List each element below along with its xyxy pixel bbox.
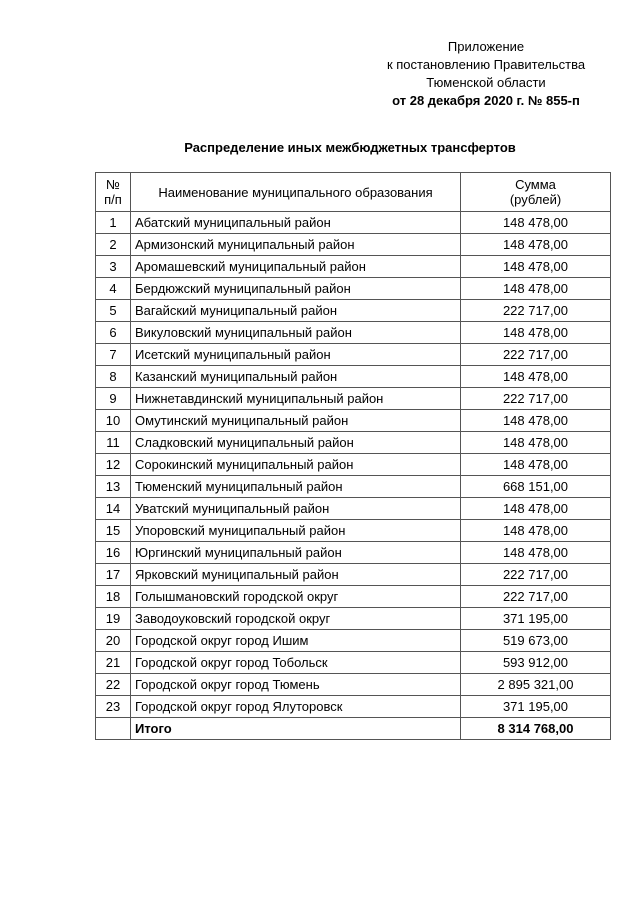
row-municipality: Городской округ город Тобольск xyxy=(131,652,461,674)
row-amount: 222 717,00 xyxy=(461,564,611,586)
row-number: 10 xyxy=(96,410,131,432)
header-sum xyxy=(461,173,611,212)
row-municipality: Тюменский муниципальный район xyxy=(131,476,461,498)
row-municipality: Юргинский муниципальный район xyxy=(131,542,461,564)
table-row xyxy=(96,234,611,256)
row-amount: 148 478,00 xyxy=(461,212,611,234)
row-number: 11 xyxy=(96,432,131,454)
row-amount: 148 478,00 xyxy=(461,256,611,278)
row-number: 17 xyxy=(96,564,131,586)
table-row xyxy=(96,542,611,564)
row-number: 22 xyxy=(96,674,131,696)
header-number-sign: № xyxy=(106,177,120,192)
table-row xyxy=(96,300,611,322)
table-row xyxy=(96,586,611,608)
row-amount: 2 895 321,00 xyxy=(461,674,611,696)
row-municipality: Армизонский муниципальный район xyxy=(131,234,461,256)
table-row xyxy=(96,476,611,498)
total-label: Итого xyxy=(131,718,461,740)
row-number: 12 xyxy=(96,454,131,476)
row-number: 5 xyxy=(96,300,131,322)
table-row xyxy=(96,344,611,366)
row-number: 4 xyxy=(96,278,131,300)
row-municipality: Омутинский муниципальный район xyxy=(131,410,461,432)
table-row xyxy=(96,696,611,718)
table-row xyxy=(96,366,611,388)
row-municipality: Упоровский муниципальный район xyxy=(131,520,461,542)
total-sum: 8 314 768,00 xyxy=(461,718,611,740)
row-municipality: Городской округ город Ялуторовск xyxy=(131,696,461,718)
row-number: 2 xyxy=(96,234,131,256)
table-header-row xyxy=(96,173,611,212)
table-row xyxy=(96,212,611,234)
row-municipality: Голышмановский городской округ xyxy=(131,586,461,608)
row-amount: 222 717,00 xyxy=(461,344,611,366)
row-municipality: Заводоуковский городской округ xyxy=(131,608,461,630)
row-municipality: Сорокинский муниципальный район xyxy=(131,454,461,476)
table-row xyxy=(96,520,611,542)
row-amount: 519 673,00 xyxy=(461,630,611,652)
row-number: 6 xyxy=(96,322,131,344)
appendix-region-line: Тюменской области xyxy=(426,75,546,90)
transfers-table xyxy=(95,172,611,740)
appendix-date-number: от 28 декабря 2020 г. № 855-п xyxy=(392,93,580,108)
row-number: 13 xyxy=(96,476,131,498)
table-row xyxy=(96,564,611,586)
table-row xyxy=(96,674,611,696)
table-row xyxy=(96,322,611,344)
row-number: 21 xyxy=(96,652,131,674)
row-number: 18 xyxy=(96,586,131,608)
row-number: 23 xyxy=(96,696,131,718)
header-number-pp: п/п xyxy=(104,192,122,207)
row-amount: 222 717,00 xyxy=(461,586,611,608)
row-municipality: Ярковский муниципальный район xyxy=(131,564,461,586)
row-amount: 148 478,00 xyxy=(461,410,611,432)
table-row xyxy=(96,278,611,300)
row-number: 8 xyxy=(96,366,131,388)
row-amount: 222 717,00 xyxy=(461,388,611,410)
row-municipality: Уватский муниципальный район xyxy=(131,498,461,520)
header-name: Наименование муниципального образования xyxy=(131,173,461,212)
row-amount: 148 478,00 xyxy=(461,322,611,344)
appendix-label: Приложение xyxy=(447,39,525,54)
row-amount: 148 478,00 xyxy=(461,234,611,256)
table-row xyxy=(96,608,611,630)
row-amount: 148 478,00 xyxy=(461,432,611,454)
row-amount: 148 478,00 xyxy=(461,278,611,300)
row-municipality: Нижнетавдинский муниципальный район xyxy=(131,388,461,410)
table-row xyxy=(96,410,611,432)
table-row xyxy=(96,498,611,520)
row-number: 7 xyxy=(96,344,131,366)
table-row xyxy=(96,256,611,278)
row-amount: 593 912,00 xyxy=(461,652,611,674)
table-row xyxy=(96,652,611,674)
appendix-header xyxy=(376,38,596,110)
row-amount: 148 478,00 xyxy=(461,520,611,542)
row-municipality: Вагайский муниципальный район xyxy=(131,300,461,322)
row-municipality: Аромашевский муниципальный район xyxy=(131,256,461,278)
header-sum-label: Сумма xyxy=(515,177,556,192)
row-amount: 148 478,00 xyxy=(461,542,611,564)
row-number: 14 xyxy=(96,498,131,520)
row-municipality: Казанский муниципальный район xyxy=(131,366,461,388)
row-municipality: Исетский муниципальный район xyxy=(131,344,461,366)
header-number xyxy=(96,173,131,212)
row-municipality: Городской округ город Ишим xyxy=(131,630,461,652)
row-municipality: Абатский муниципальный район xyxy=(131,212,461,234)
row-amount: 371 195,00 xyxy=(461,696,611,718)
row-municipality: Викуловский муниципальный район xyxy=(131,322,461,344)
table-body xyxy=(96,212,611,718)
row-municipality: Сладковский муниципальный район xyxy=(131,432,461,454)
table-row xyxy=(96,388,611,410)
row-amount: 148 478,00 xyxy=(461,498,611,520)
row-number: 16 xyxy=(96,542,131,564)
row-number: 15 xyxy=(96,520,131,542)
table-row xyxy=(96,432,611,454)
row-amount: 222 717,00 xyxy=(461,300,611,322)
row-amount: 668 151,00 xyxy=(461,476,611,498)
row-number: 20 xyxy=(96,630,131,652)
total-row xyxy=(96,718,611,740)
row-municipality: Городской округ город Тюмень xyxy=(131,674,461,696)
row-amount: 371 195,00 xyxy=(461,608,611,630)
row-amount: 148 478,00 xyxy=(461,366,611,388)
row-number: 1 xyxy=(96,212,131,234)
row-municipality: Бердюжский муниципальный район xyxy=(131,278,461,300)
row-number: 9 xyxy=(96,388,131,410)
appendix-resolution-line: к постановлению Правительства xyxy=(386,57,586,72)
header-sum-unit: (рублей) xyxy=(509,192,562,207)
table-row xyxy=(96,630,611,652)
total-num-cell xyxy=(96,718,131,740)
row-number: 19 xyxy=(96,608,131,630)
document-title: Распределение иных межбюджетных трансфертов xyxy=(184,140,516,155)
table-row xyxy=(96,454,611,476)
row-number: 3 xyxy=(96,256,131,278)
row-amount: 148 478,00 xyxy=(461,454,611,476)
